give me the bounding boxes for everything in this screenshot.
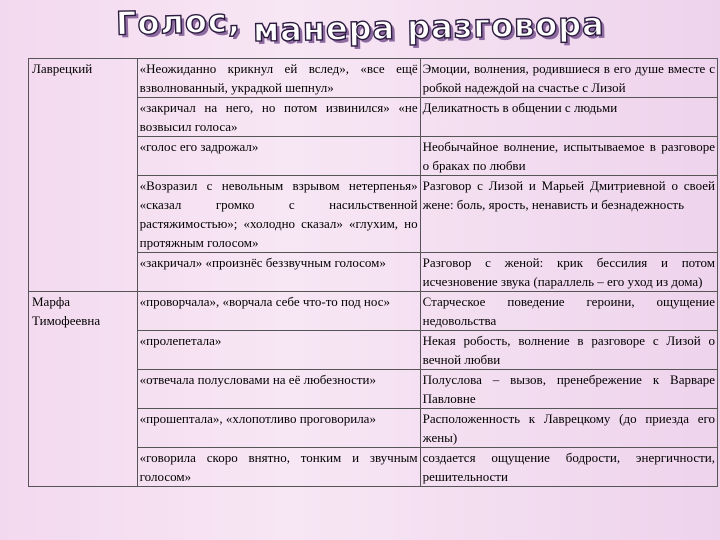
comment-cell: Старческое поведение героини, ощущение недовольства — [420, 292, 717, 331]
table-row — [29, 448, 718, 487]
comment-cell: Эмоции, волнения, родившиеся в его душе вместе с робкой надеждой на счастье с Лизой — [420, 59, 717, 98]
voice-table — [28, 58, 718, 487]
table-row — [29, 137, 718, 176]
comment-cell: создается ощущение бодрости, энергичности, решительности — [420, 448, 717, 487]
quote-cell: «закричал на него, но потом извинился» «не возвысил голоса» — [137, 98, 420, 137]
comment-cell: Полуслова – вызов, пренебрежение к Варваре Павловне — [420, 370, 717, 409]
table-row — [29, 409, 718, 448]
table-row — [29, 98, 718, 137]
character-name — [29, 448, 138, 487]
slide-title — [0, 1, 720, 50]
comment-cell: Расположенность к Лаврецкому (до приезда его жены) — [420, 409, 717, 448]
comment-cell: Разговор с Лизой и Марьей Дмитриевной о своей жене: боль, ярость, ненависть и безнадежность — [420, 176, 717, 253]
table-row — [29, 59, 718, 98]
character-name — [29, 176, 138, 253]
character-name — [29, 98, 138, 137]
table-row — [29, 370, 718, 409]
quote-cell: «закричал» «произнёс беззвучным голосом» — [137, 253, 420, 292]
character-name — [29, 331, 138, 370]
quote-cell: «голос его задрожал» — [137, 137, 420, 176]
table-row — [29, 253, 718, 292]
quote-cell: «говорила скоро внятно, тонким и звучным голосом» — [137, 448, 420, 487]
comment-cell: Необычайное волнение, испытываемое в разговоре о браках по любви — [420, 137, 717, 176]
character-name — [29, 137, 138, 176]
table-row — [29, 176, 718, 253]
quote-cell: «Возразил с невольным взрывом нетерпенья» «сказал громко с насильственной растяжимостью»; «холодно сказал» «глухим, но протяжным голосом» — [137, 176, 420, 253]
comment-cell: Некая робость, волнение в разговоре с Лизой о вечной любви — [420, 331, 717, 370]
character-name — [29, 370, 138, 409]
character-name — [29, 253, 138, 292]
table-row — [29, 292, 718, 331]
comment-cell: Деликатность в общении с людьми — [420, 98, 717, 137]
title-part-1: Голос, — [115, 1, 241, 43]
quote-cell: «Неожиданно крикнул ей вслед», «все ещё взволнованный, украдкой шепнул» — [137, 59, 420, 98]
comment-cell: Разговор с женой: крик бессилия и потом исчезновение звука (параллель – его уход из дома) — [420, 253, 717, 292]
quote-cell: «отвечала полусловами на её любезности» — [137, 370, 420, 409]
quote-cell: «прошептала», «хлопотливо проговорила» — [137, 409, 420, 448]
title-part-2: манера разговора — [252, 4, 605, 50]
table-row — [29, 331, 718, 370]
character-name — [29, 409, 138, 448]
character-name: Марфа Тимофеевна — [29, 292, 138, 331]
quote-cell: «проворчала», «ворчала себе что-то под нос» — [137, 292, 420, 331]
character-name: Лаврецкий — [29, 59, 138, 98]
quote-cell: «пролепетала» — [137, 331, 420, 370]
